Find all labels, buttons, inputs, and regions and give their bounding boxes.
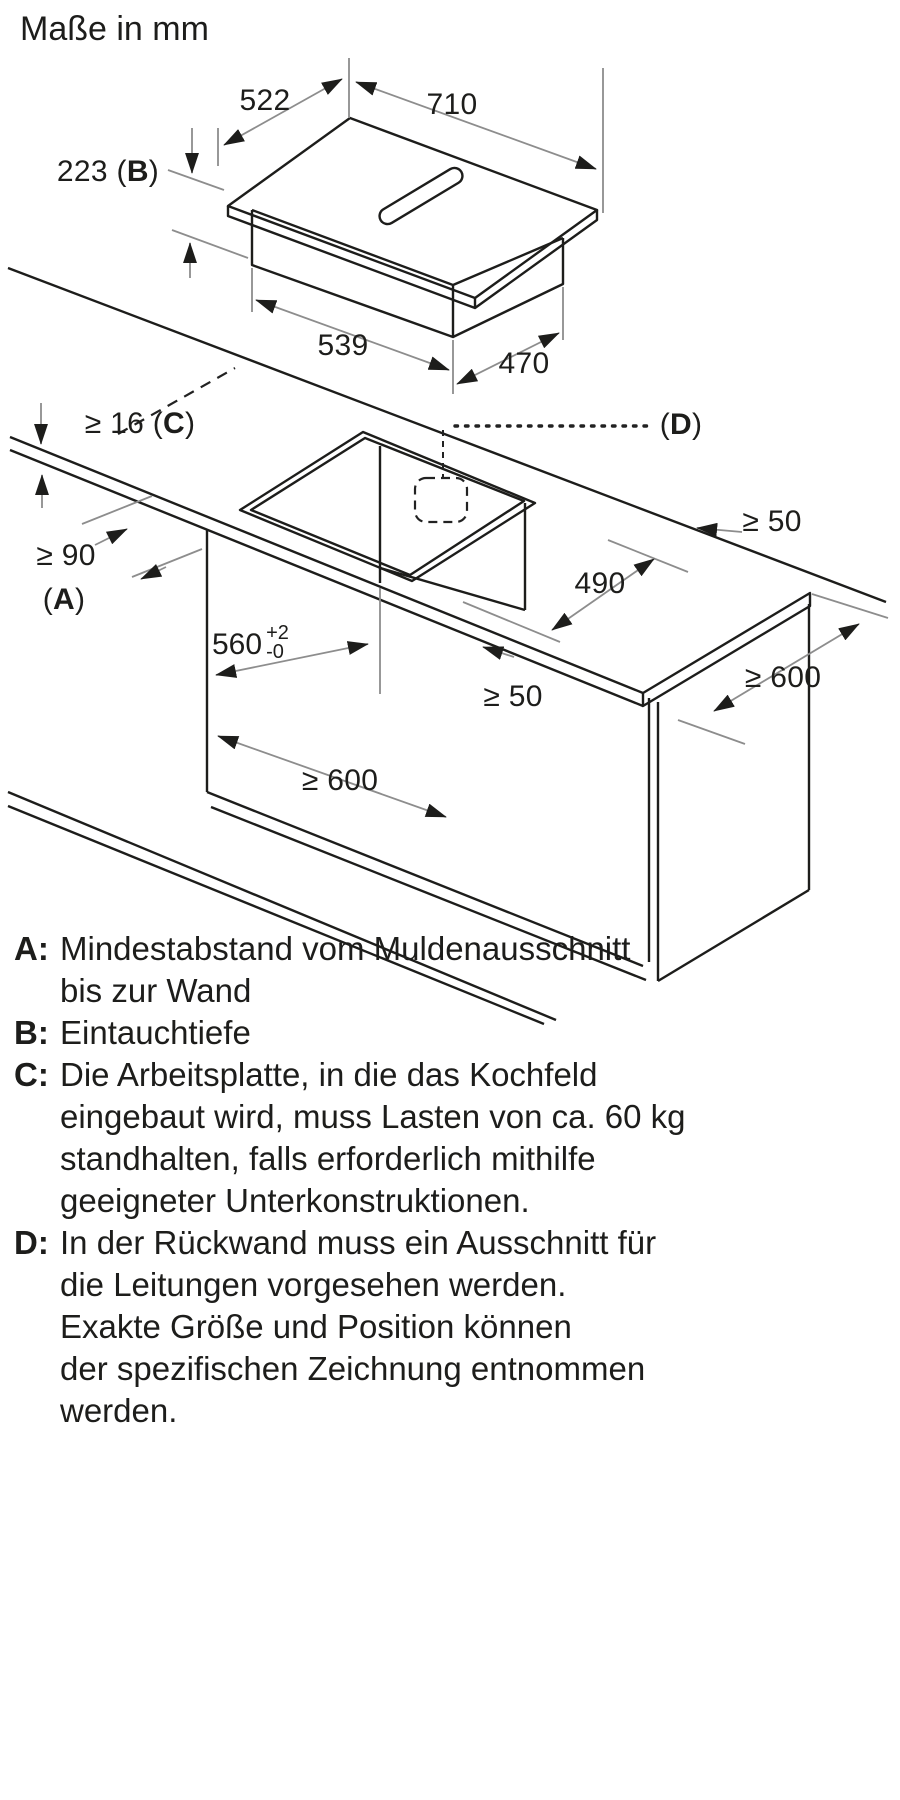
legend-line: Eintauchtiefe bbox=[60, 1014, 251, 1051]
ref-tick-223-top bbox=[168, 170, 224, 190]
dim-label-wall-distance-ref: (A) bbox=[42, 583, 86, 616]
dim-label-worktop-thickness: ≥ 16 (C) bbox=[84, 407, 196, 440]
legend-line: die Leitungen vorgesehen werden. bbox=[60, 1266, 567, 1303]
dim-label-wall-distance: ≥ 90 bbox=[36, 539, 96, 572]
legend-line: eingebaut wird, muss Lasten von ca. 60 kg bbox=[60, 1098, 686, 1135]
legend-key: D: bbox=[14, 1224, 49, 1261]
cutout-width-tolerance: +2 -0 bbox=[266, 622, 289, 663]
legend-key: A: bbox=[14, 930, 49, 967]
worktop-front-top-edge bbox=[10, 437, 643, 693]
legend-line: werden. bbox=[60, 1392, 178, 1429]
legend-item-d bbox=[14, 1222, 888, 1432]
dim-label-cabinet-width: ≥ 600 bbox=[301, 764, 379, 797]
hob-drawing bbox=[228, 118, 597, 337]
dim-label-clearance-back: ≥ 50 bbox=[742, 505, 802, 538]
legend-line: Die Arbeitsplatte, in die das Kochfeld bbox=[60, 1056, 598, 1093]
legend-line: der spezifischen Zeichnung entnommen bbox=[60, 1350, 646, 1387]
legend-item-a bbox=[14, 928, 888, 1012]
dim-label-body-depth: 470 bbox=[498, 347, 550, 380]
dim-label-cabinet-depth: ≥ 600 bbox=[744, 661, 822, 694]
legend-line: Exakte Größe und Position können bbox=[60, 1308, 572, 1345]
install-dimension-lines bbox=[41, 403, 888, 817]
legend-line: Mindestabstand vom Muldenausschnitt bbox=[60, 930, 631, 967]
ext-line-600r-front bbox=[678, 720, 745, 744]
legend-line: bis zur Wand bbox=[60, 972, 252, 1009]
dim-label-top-width: 710 bbox=[426, 88, 478, 121]
ref-line-90-upper bbox=[82, 496, 152, 524]
dim-label-clearance-front: ≥ 50 bbox=[483, 680, 543, 713]
dim-label-cutout-width: 560 +2 -0 bbox=[212, 622, 289, 663]
legend bbox=[14, 928, 888, 1432]
legend-key: B: bbox=[14, 1014, 49, 1051]
legend-line: standhalten, falls erforderlich mithilfe bbox=[60, 1140, 596, 1177]
cutout-inner-rim bbox=[251, 438, 524, 575]
cabinet-interior-floor-edge bbox=[380, 568, 525, 610]
rear-wall-cutout-marker bbox=[415, 478, 467, 522]
page-title: Maße in mm bbox=[20, 10, 209, 48]
ext-line-490-front bbox=[463, 602, 560, 642]
cutout-outer-rim bbox=[240, 432, 535, 581]
ref-tick-223-bottom bbox=[172, 230, 248, 258]
dim-label-immersion-depth: 223 (B) bbox=[56, 155, 160, 188]
dim-label-rear-wall-cutout: (D) bbox=[659, 408, 703, 441]
legend-line: In der Rückwand muss ein Ausschnitt für bbox=[60, 1224, 657, 1261]
worktop-front-bottom-edge bbox=[10, 450, 643, 706]
dim-label-top-depth: 522 bbox=[239, 84, 291, 117]
legend-line: geeigneter Unterkonstruktionen. bbox=[60, 1182, 530, 1219]
legend-key: C: bbox=[14, 1056, 49, 1093]
arrow-90-upper bbox=[95, 529, 127, 545]
legend-item-b bbox=[14, 1012, 888, 1054]
ref-line-90-lower bbox=[132, 549, 202, 577]
install-drawing bbox=[8, 268, 886, 1024]
dim-label-body-width: 539 bbox=[317, 329, 369, 362]
legend-item-c bbox=[14, 1054, 888, 1222]
hob-vent-slot bbox=[377, 165, 466, 227]
dim-label-cutout-depth: 490 bbox=[574, 567, 626, 600]
hob-dimension-lines bbox=[168, 58, 603, 394]
